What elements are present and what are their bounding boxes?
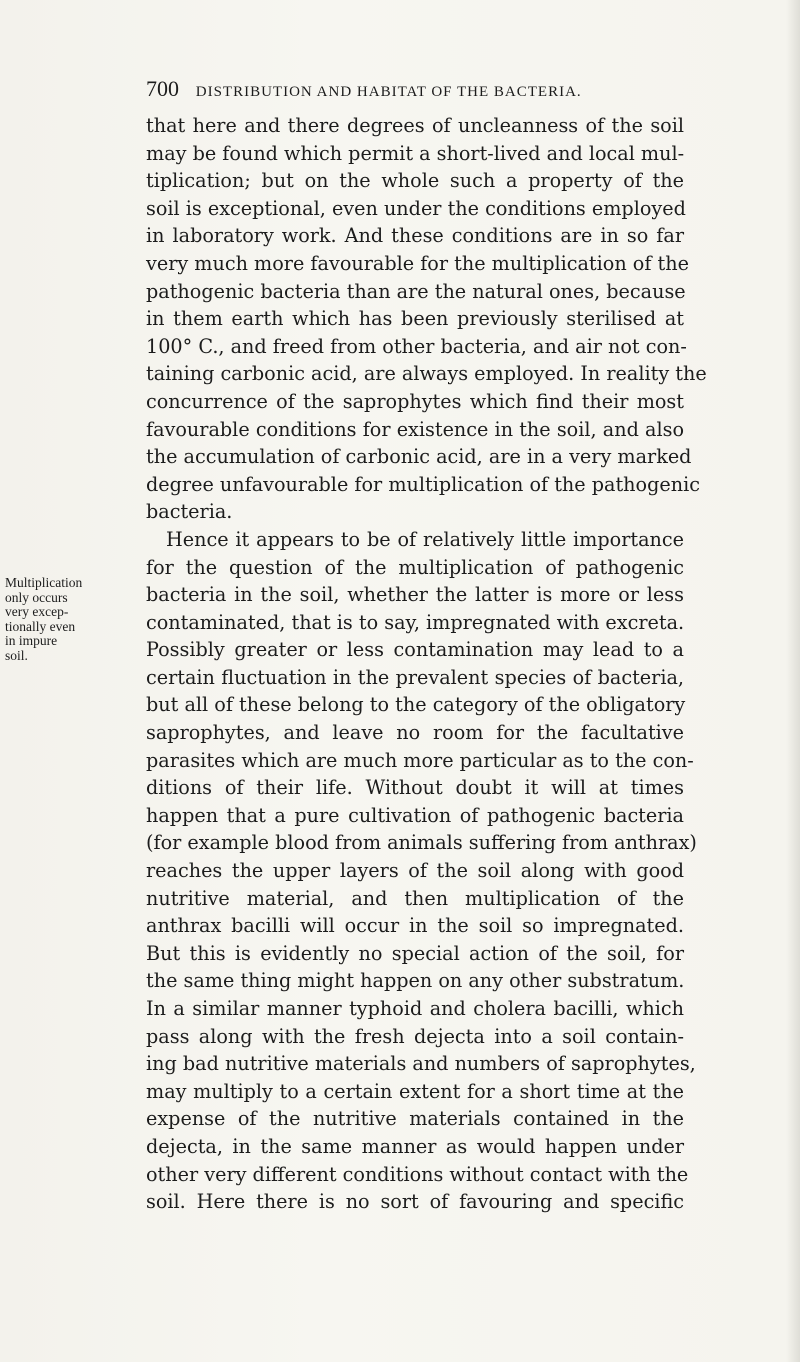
text-line: ing bad nutritive materials and numbers of saprophytes, [146,1052,696,1076]
text-line: very much more favourable for the multiplication of the [146,251,689,275]
text-line: But this is evidently no special action of the soil, for [146,941,684,965]
page-edge-shadow [786,0,800,1362]
text-line: may multiply to a certain extent for a short time at the [146,1079,684,1103]
margin-note-line: in impure [5,633,58,649]
text-line: ditions of their life. Without doubt it will at times [146,776,684,800]
text-line: for the question of the multiplication of pathogenic [146,555,684,579]
page-number: 700 [146,76,179,101]
text-line: tiplication; but on the whole such a property of the [146,169,684,193]
text-line: expense of the nutritive materials contained in the [146,1107,684,1131]
text-line: In a similar manner typhoid and cholera bacilli, which [146,997,684,1020]
text-line: nutritive material, and then multiplication of the [146,886,684,910]
text-line: taining carbonic acid, are always employed. In reality the [146,362,707,386]
margin-note [5,576,141,664]
text-line: in them earth which has been previously sterilised at [146,307,684,331]
text-line: pathogenic bacteria than are the natural ones, because [146,279,686,303]
margin-note-line: only occurs [5,589,68,605]
text-line: bacteria in the soil, whether the latter is more or less [146,583,684,607]
text-line: dejecta, in the same manner as would happen under [146,1134,684,1158]
margin-note-line: tionally even [5,618,76,634]
text-line: may be found which permit a short-lived and local mul- [146,141,685,165]
text-line: that here and there degrees of uncleanness of the soil [146,114,684,137]
running-title: DISTRIBUTION AND HABITAT OF THE BACTERIA. [195,84,582,100]
margin-note-line: Multiplication [5,575,83,590]
body-text [146,112,707,1216]
text-line: the accumulation of carbonic acid, are in a very marked [146,445,692,469]
text-line: the same thing might happen on any other substratum. [146,969,685,993]
text-line: Possibly greater or less contamination may lead to a [146,638,684,662]
text-line: other very different conditions without contact with the [146,1162,689,1186]
text-line: degree unfavourable for multiplication of the pathogenic [146,472,700,496]
text-line: favourable conditions for existence in the soil, and also [146,417,684,441]
running-header [146,76,706,102]
text-line: anthrax bacilli will occur in the soil so impregnated. [146,914,684,938]
text-line: (for example blood from animals suffering from anthrax) [146,831,697,855]
text-line: but all of these belong to the category of the obligatory [146,693,686,717]
text-line: Hence it appears to be of relatively little importance [166,527,684,551]
text-line: reaches the upper layers of the soil along with good [146,859,684,883]
text-line: parasites which are much more particular as to the con- [146,748,694,772]
text-line: bacteria. [146,500,233,524]
text-line: certain fluctuation in the prevalent species of bacteria, [146,665,684,689]
text-line: pass along with the fresh dejecta into a soil contain- [146,1024,684,1048]
text-line: soil. Here there is no sort of favouring and specific [146,1190,684,1214]
text-line: happen that a pure cultivation of pathogenic bacteria [146,803,684,827]
text-line: soil is exceptional, even under the conditions employed [146,196,686,220]
text-line: contaminated, that is to say, impregnated with excreta. [146,610,685,634]
text-line: in laboratory work. And these conditions are in so far [146,224,684,248]
text-line: concurrence of the saprophytes which find their most [146,389,684,413]
margin-note-line: very excep- [5,604,69,620]
text-line: saprophytes, and leave no room for the facultative [146,721,684,745]
text-line: 100° C., and freed from other bacteria, and air not con- [146,334,687,358]
margin-note-line: soil. [5,647,28,663]
